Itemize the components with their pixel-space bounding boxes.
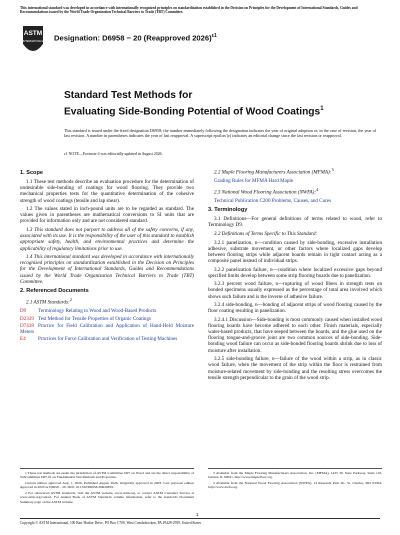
designation: Designation: D6958 − 20 (Reapproved 2026)$^{\varepsilon 1}$ xyxy=(54,33,217,43)
paragraph: 2.1 ASTM Standards:$^2$ xyxy=(26,296,72,306)
left-column xyxy=(20,167,194,344)
paragraph: 3.2.2 panelization failure, n—condition where localized excessive gaps beyond specified limits develop between some strip flooring boards due to panelization. xyxy=(208,266,382,279)
reference-item[interactable]: D9 Terminology Relating to Wood and Wood-Based Products xyxy=(20,308,157,315)
page-number: 1 xyxy=(196,512,199,517)
section-heading-referenced-documents: 2. Referenced Documents xyxy=(20,287,89,294)
paragraph: 1.3 This standard does not purport to address all of the safety concerns, if any, associated with its use. It is the responsibility of the user of this standard to establish appropriate safety, health, and environmental practices and determine the applicability of regulatory limitations prior to use. xyxy=(20,227,194,252)
footnote: Current edition approved Aug. 1, 2026. Published August 2026. Originally approved in 2003. Last previous edition approved in 2020 as D6958 – 20. DOI: 10.1520/D6958-20R26E01. xyxy=(20,480,194,490)
paragraph: 3.2.1 panelization, n—condition caused by side-bonding, excessive installation adhesive, substrate movement, or other factors where localized gaps develop between flooring strips while adjacent boards remain in tight contact acting as a composite panel instead of individual strips. xyxy=(208,239,382,265)
paragraph: 3.2.4 side-bonding, n—bonding of adjacent strips of wood flooring caused by the floor coating resulting in panelization. xyxy=(208,302,382,315)
footnote: 4 Available from the National Wood Flooring Association (NWFA), 14 Research Park Dr., St. Charles, MO 63304, http://www.nwfa.org. xyxy=(208,480,382,490)
svg-text:INTERNATIONAL: INTERNATIONAL xyxy=(22,40,44,43)
copyright-footer: Copyright © ASTM International, 100 Barr Harbor Drive, PO Box C700, West Conshohocken, PA 19428-2959. United States xyxy=(20,518,380,525)
footnote: 2 For referenced ASTM standards, visit the ASTM website, www.astm.org, or contact ASTM Customer Service at www.astm.org/contact. For Annual Book of ASTM Standards volume information, refer to the standard's Document Summary page on the ASTM website. xyxy=(20,490,194,504)
footnotes-left xyxy=(20,468,194,505)
right-column xyxy=(208,167,382,383)
editorial-note: ε1 NOTE—Footnote 4 was editorially updated in August 2026. xyxy=(64,152,163,156)
footnotes-right xyxy=(208,468,382,491)
paragraph: 2.3 National Wood Flooring Association (NWFA):$^4$ xyxy=(214,186,319,196)
astm-logo-icon xyxy=(20,24,46,60)
standard-notice: This standard is issued under the fixed designation D6958; the number immediately following the designation indicates the year of original adoption or, in the case of revision, the year of last revision. A number in parentheses indicates the year of last reapproval. A superscript epsilon (ε) indicates an editorial change since the last revision or reapproval. xyxy=(64,128,377,139)
reference-item[interactable]: E4 Practices for Force Calibration and Verification of Testing Machines xyxy=(20,336,178,343)
paragraph: 1.2 The values stated in inch-pound units are to be regarded as standard. The values given in parentheses are mathematical conversions to SI units that are provided for information only and are not considered standard. xyxy=(20,206,194,225)
reference-link[interactable]: Technical Publication C200 Problems, Causes, and Cures xyxy=(214,198,332,205)
footnote: 3 Available from the Maple Flooring Manufacturers Association, Inc. (MFMA), 1425 Tri State Parkway, Suite 110, Gurnee, IL 60031, http://www.maplefloor.org. xyxy=(208,471,382,480)
paragraph: 3.2.4.1 Discussion—Side-bonding is most commonly caused when installed wood flooring boards have become adhered to each other. Finish materials, especially water-based products, that have seeped between the boards, and the glue used on the flooring tongue-and-groove joint are two common sources of side-bonding. Side-bonding wood failure can occur as side-bonded flooring boards shrink due to loss of moisture after installation. xyxy=(208,316,382,354)
reference-item[interactable]: D2339 Test Method for Tensile Properties of Organic Coatings xyxy=(20,315,151,322)
reference-link[interactable]: Grading Rules for MFMA Hard Maple xyxy=(214,178,294,185)
section-heading-scope: 1. Scope xyxy=(20,170,44,176)
paragraph: 1.1 These test methods describe an evaluation procedure for the determination of undesirable side-bonding of coatings for wood flooring. They provide two mechanical properties tests for the quantitative determination of the cohesive strength of wood coatings (tensile and lap shear). xyxy=(20,179,194,204)
page-title: Standard Test Methods for Evaluating Side-Bonding Potential of Wood Coatings$^1$ xyxy=(64,90,324,117)
footnote: 1 These test methods are under the jurisdiction of ASTM Committee D07 on Wood and are the direct responsibility of Subcommittee D07.01 on Fundamental Test Methods and Properties. xyxy=(20,471,194,480)
paragraph: 1.4 This international standard was developed in accordance with internationally recognized principles on standardization established in the Decision on Principles for the Development of International Standards, Guides and Recommendations issued by the World Trade Organization Technical Barriers to Trade (TBT) Committee. xyxy=(20,254,194,285)
wto-notice: This international standard was developed in accordance with internationally recognized principles on standardization established in the Decision on Principles for the Development of International Standards, Guides and Recommendations issued by the World Trade Organization Technical Barriers to Trade (TBT) Committee. xyxy=(20,6,358,15)
section-heading-terminology: 3. Terminology xyxy=(208,207,248,214)
paragraph: 2.2 Maple Flooring Manufacturers Association (MFMA):$^3$ xyxy=(214,167,334,176)
reference-item[interactable]: D7438 Practice for Field Calibration and Application of Hand-Held Moisture Meters xyxy=(20,322,194,336)
paragraph: 3.2.3 percent wood failure, n—rupturing of wood fibers in strength tests on bonded specimens usually expressed as the percentage of total area involved which shows such failure and is the inverse of adhesive failure. xyxy=(208,281,382,300)
paragraph: 3.2 Definitions of Terms Specific to This Standard: xyxy=(214,231,318,238)
paragraph: 3.2.5 side-bonding failure, n—failure of the wood within a strip, as in classic wood failure, when the movement of the strip within the floor is restrained from moisture-related movement by side-bonding and the resulting stress overcomes the tensile strength perpendicular to the grain of the wood strip. xyxy=(208,356,382,381)
paragraph: 3.1 Definitions—For general definitions of terms related to wood, refer to Terminology D9. xyxy=(208,216,382,229)
svg-text:ASTM: ASTM xyxy=(23,30,43,37)
